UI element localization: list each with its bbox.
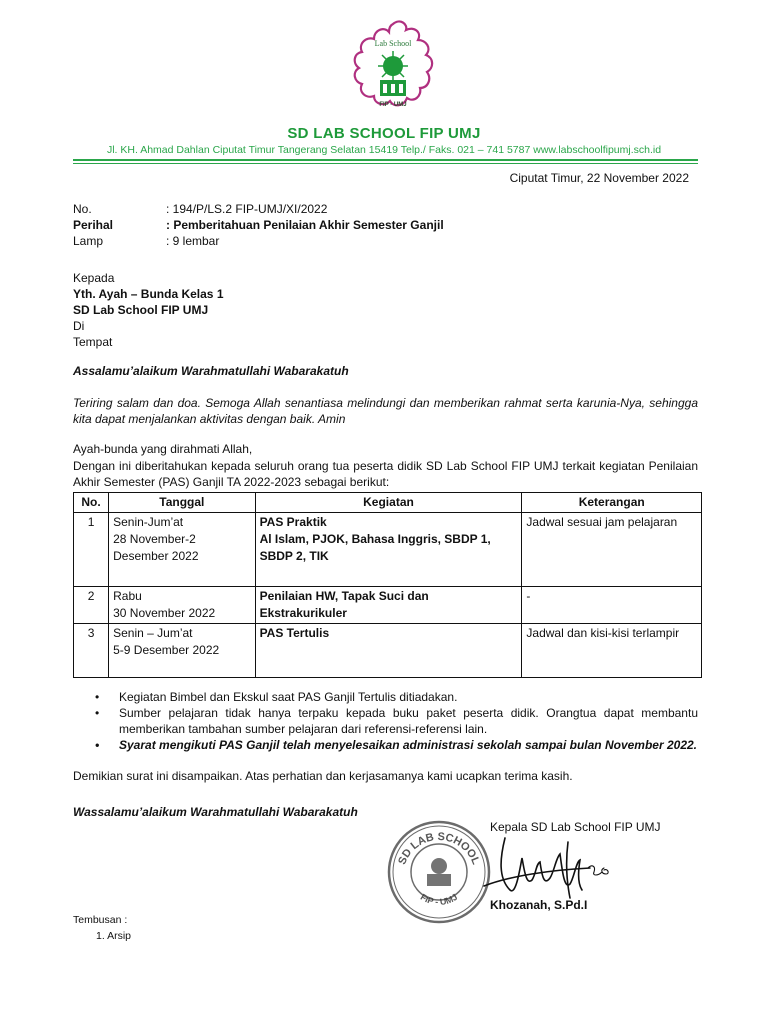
cell-kegiatan: [255, 513, 522, 587]
list-item-text: Kegiatan Bimbel dan Ekskul saat PAS Ganjil Tertulis ditiadakan.: [119, 690, 458, 704]
logo-subtext: FIP - UMJ: [379, 102, 407, 108]
header-rule-thin: [73, 163, 698, 164]
cell-line: Rabu: [113, 589, 142, 603]
meta-lamp-row: [73, 233, 444, 249]
farewell: Wassalamu’alaikum Warahmatullahi Wabarakatuh: [73, 805, 358, 819]
cell-no: 3: [74, 624, 109, 678]
list-item-text: Sumber pelajaran tidak hanya terpaku kepada buku paket peserta didik. Orangtua dapat membantu memberikan tambahan sumber pelajaran dari referensi-referensi lain.: [119, 706, 698, 736]
cell-keterangan: Jadwal dan kisi-kisi terlampir: [522, 624, 702, 678]
letter-meta: [73, 201, 444, 249]
stamp-text-top: SD LAB SCHOOL: [396, 830, 482, 867]
cell-keterangan: Jadwal sesuai jam pelajaran: [522, 513, 702, 587]
cell-line: Ekstrakurikuler: [259, 606, 347, 620]
cell-line: 30 November 2022: [113, 606, 216, 620]
cc-label: Tembusan :: [73, 914, 128, 926]
greeting: Assalamu’alaikum Warahmatullahi Wabarakatuh: [73, 364, 349, 378]
salutation: Ayah-bunda yang dirahmati Allah,: [73, 442, 253, 456]
cell-kegiatan: [255, 624, 522, 678]
school-logo: [348, 18, 438, 118]
cell-tanggal: [109, 624, 255, 678]
intro-paragraph: Dengan ini diberitahukan kepada seluruh orang tua peserta didik SD Lab School FIP UMJ terkait kegiatan Penilaian Akhir Semester (PAS) Ganjil TA 2022-2023 sebagai berikut:: [73, 459, 698, 489]
meta-no-value: : 194/P/LS.2 FIP-UMJ/XI/2022: [166, 202, 328, 216]
meta-perihal-label: Perihal: [73, 218, 114, 232]
cell-line: Desember 2022: [113, 549, 199, 563]
recipient-line2: Yth. Ayah – Bunda Kelas 1: [73, 287, 224, 301]
cell-no: 2: [74, 587, 109, 624]
cell-line: SBDP 2, TIK: [259, 549, 329, 563]
cell-line: PAS Praktik: [259, 515, 327, 529]
notes-list: [95, 689, 698, 753]
cell-line: PAS Tertulis: [259, 626, 330, 640]
recipient-line3: SD Lab School FIP UMJ: [73, 303, 209, 317]
table-header-cell: Kegiatan: [255, 493, 522, 513]
letter-date: Ciputat Timur, 22 November 2022: [509, 171, 689, 185]
bullet-icon: •: [95, 738, 100, 752]
cell-line: Al Islam, PJOK, Bahasa Inggris, SBDP 1,: [259, 532, 491, 546]
cell-line: Senin – Jum’at: [113, 626, 193, 640]
school-address: Jl. KH. Ahmad Dahlan Ciputat Timur Tangerang Selatan 15419 Telp./ Faks. 021 – 741 5787 www.labschoolfipumj.sch.id: [106, 144, 662, 156]
recipient-block: [73, 270, 224, 350]
opening-paragraph: Teriring salam dan doa. Semoga Allah senantiasa melindungi dan memberikan rahmat serta karunia-Nya, sehingga kita dapat menjalankan aktivitas dengan baik. Amin: [73, 396, 698, 426]
cell-no: 1: [74, 513, 109, 587]
meta-perihal-row: [73, 217, 444, 233]
closing-paragraph: Demikian surat ini disampaikan. Atas perhatian dan kerjasamanya kami ucapkan terima kasih.: [73, 769, 573, 783]
cell-keterangan: -: [522, 587, 702, 624]
meta-lamp-value: : 9 lembar: [166, 234, 220, 248]
table-row: [74, 624, 702, 678]
school-name: SD LAB SCHOOL FIP UMJ: [287, 125, 481, 142]
cell-line: 28 November-2: [113, 532, 196, 546]
recipient-line1: Kepada: [73, 271, 115, 285]
logo-text: Lab School: [374, 39, 412, 48]
bullet-icon: •: [95, 706, 100, 720]
cell-kegiatan: [255, 587, 522, 624]
list-item: [95, 705, 698, 737]
header-rule-thick: [73, 159, 698, 161]
recipient-line5: Tempat: [73, 335, 113, 349]
bullet-icon: •: [95, 690, 100, 704]
signature: [470, 828, 620, 908]
cell-line: Penilaian HW, Tapak Suci dan: [259, 589, 429, 603]
signer-title: Kepala SD Lab School FIP UMJ: [490, 820, 661, 834]
schedule-table: [73, 492, 702, 678]
recipient-line4: Di: [73, 319, 85, 333]
stamp-text-bottom: FIP - UMJ: [418, 891, 460, 907]
meta-no-label: No.: [73, 202, 92, 216]
table-header-row: [74, 493, 702, 513]
table-row: [74, 587, 702, 624]
cell-line: Senin-Jum’at: [113, 515, 184, 529]
table-header-cell: Keterangan: [522, 493, 702, 513]
meta-lamp-label: Lamp: [73, 234, 104, 248]
list-item: [95, 737, 698, 753]
meta-no-row: [73, 201, 444, 217]
list-item: [95, 689, 698, 705]
carbon-copy: [73, 912, 131, 944]
list-item-text: Syarat mengikuti PAS Ganjil telah menyelesaikan administrasi sekolah sampai bulan November 2022.: [119, 738, 698, 752]
meta-perihal-value: : Pemberitahuan Penilaian Akhir Semester Ganjil: [166, 218, 444, 232]
cc-item: 1. Arsip: [96, 930, 132, 942]
table-header-cell: No.: [74, 493, 109, 513]
cell-tanggal: [109, 587, 255, 624]
table-row: [74, 513, 702, 587]
signer-name: Khozanah, S.Pd.I: [490, 898, 588, 912]
cell-line: 5-9 Desember 2022: [113, 643, 220, 657]
table-header-cell: Tanggal: [109, 493, 255, 513]
cell-tanggal: [109, 513, 255, 587]
